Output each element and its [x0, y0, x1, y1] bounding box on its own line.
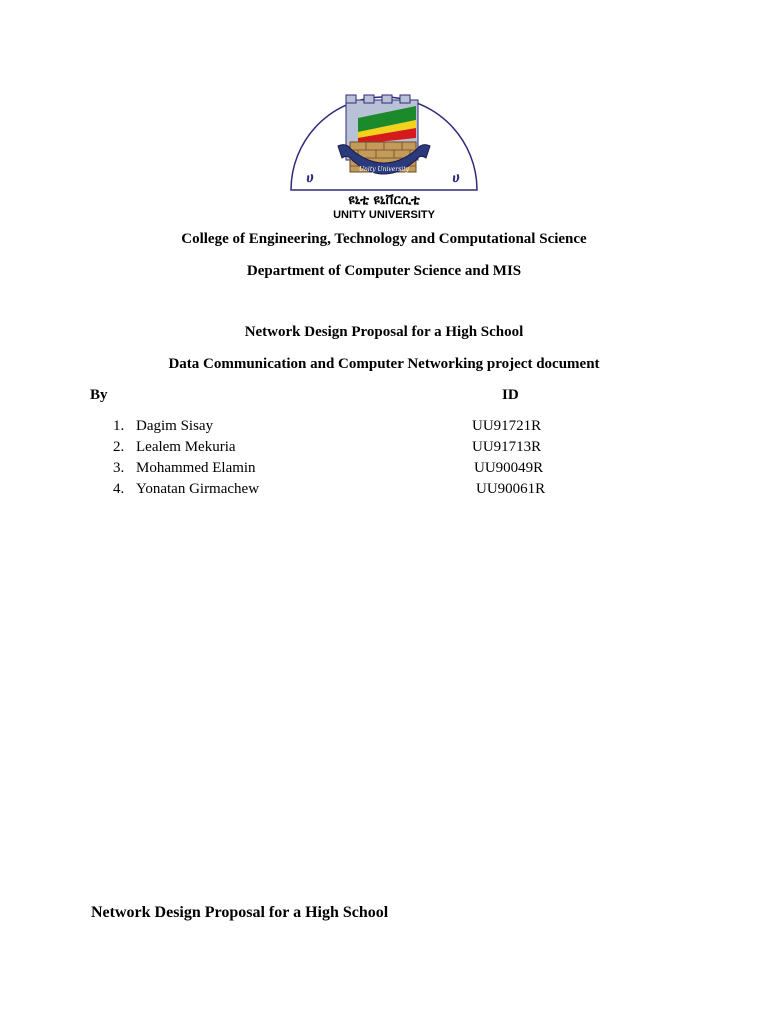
logo-banner-text: Unity University — [359, 166, 409, 173]
member-number: 2. — [113, 439, 125, 455]
department-name: Department of Computer Science and MIS — [246, 263, 522, 279]
member-id: UU90061R — [476, 481, 546, 497]
logo-letter-right: ሀ — [452, 170, 460, 186]
member-row — [0, 418, 768, 439]
university-logo — [288, 92, 480, 224]
member-number: 1. — [113, 418, 125, 434]
document-subtitle: Data Communication and Computer Networking project document — [168, 356, 600, 372]
member-number: 4. — [113, 481, 125, 497]
member-name: Lealem Mekuria — [136, 439, 236, 455]
member-row — [0, 481, 768, 502]
member-name: Yonatan Girmachew — [136, 481, 260, 497]
member-name: Mohammed Elamin — [136, 460, 256, 476]
logo-english-name: UNITY UNIVERSITY — [333, 209, 435, 221]
member-row — [0, 460, 768, 481]
member-name: Dagim Sisay — [136, 418, 214, 434]
college-name: College of Engineering, Technology and Computational Science — [181, 231, 587, 247]
id-label: ID — [502, 387, 519, 403]
member-id: UU91721R — [472, 418, 542, 434]
section-heading: Network Design Proposal for a High School — [91, 904, 389, 921]
document-title: Network Design Proposal for a High School — [244, 324, 524, 340]
member-id: UU91713R — [472, 439, 542, 455]
by-label: By — [90, 387, 108, 403]
member-row — [0, 439, 768, 460]
logo-letter-left: ሀ — [306, 170, 314, 186]
member-id: UU90049R — [474, 460, 544, 476]
member-number: 3. — [113, 460, 125, 476]
logo-amharic-name: ዩኒቲ ዩኒቨርሲቲ — [348, 193, 420, 208]
